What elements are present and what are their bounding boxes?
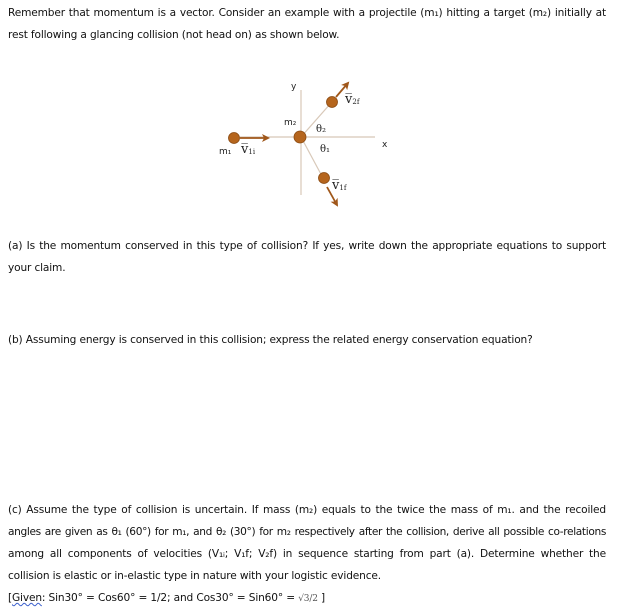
ball-m2-final [327,97,338,108]
part-a-paragraph [8,235,606,279]
v1f-label [332,178,346,193]
v2f-label [345,92,359,107]
v2f-symbol: v̅ [345,92,353,107]
part-a-line-1: (a) Is the momentum conserved in this type of collision? If yes, write down the appropriate equations to support [8,240,606,252]
part-c-line-1: (c) Assume the type of collision is uncertain. If mass (m₂) equals to the twice the mass of m₁. and the recoiled [8,504,606,516]
x-axis-label: x [382,140,388,150]
v1f-subscript: 1f [339,184,347,192]
theta1-label: θ₁ [320,144,331,155]
part-b-paragraph [8,329,606,351]
ball-m2 [294,131,306,143]
given-label: Given [11,592,42,604]
ball-m1-final [319,173,330,184]
part-c-paragraph [8,499,606,587]
v1i-label [241,142,255,157]
given-close-bracket: ] [317,592,326,604]
sqrt-expression: √3/2 [298,594,318,604]
m1-label: m₁ [219,147,232,157]
part-a-line-2: your claim. [8,262,66,274]
collision-diagram [0,0,617,230]
part-c-line-4: collision is elastic or in-elastic type in nature with your logistic evidence. [8,570,381,582]
v1i-symbol: v̅ [241,142,249,157]
given-content [8,587,606,610]
m2-label: m₂ [284,118,297,128]
part-c-line-3: among all components of velocities (V₁ᵢ; V₁f; V₂f) in sequence starting from part (a). Determine whether the [8,548,606,560]
intro-line-1: Remember that momentum is a vector. Consider an example with a projectile (m₁) hitting a target (m₂) initially at [8,7,606,19]
theta2-label: θ₂ [316,124,327,135]
v1f-symbol: v̅ [332,178,340,193]
v1i-subscript: 1i [248,148,256,156]
intro-line-2: rest following a glancing collision (not head on) as shown below. [8,29,340,41]
v2f-subscript: 2f [352,98,360,106]
part-b-line-1: (b) Assuming energy is conserved in this collision; express the related energy conservation equation? [8,334,533,346]
y-axis-label: y [291,82,297,92]
given-text: : Sin30° = Cos60° = 1/2; and Cos30° = Sin60° = [41,592,299,604]
ball-m1 [229,133,240,144]
given-line [8,587,606,610]
part-c-line-2: angles are given as θ₁ (60°) for m₁, and θ₂ (30°) for m₂ respectively after the collision, derive all possible co-relations [8,526,606,538]
given-open-bracket: [ [8,592,12,604]
